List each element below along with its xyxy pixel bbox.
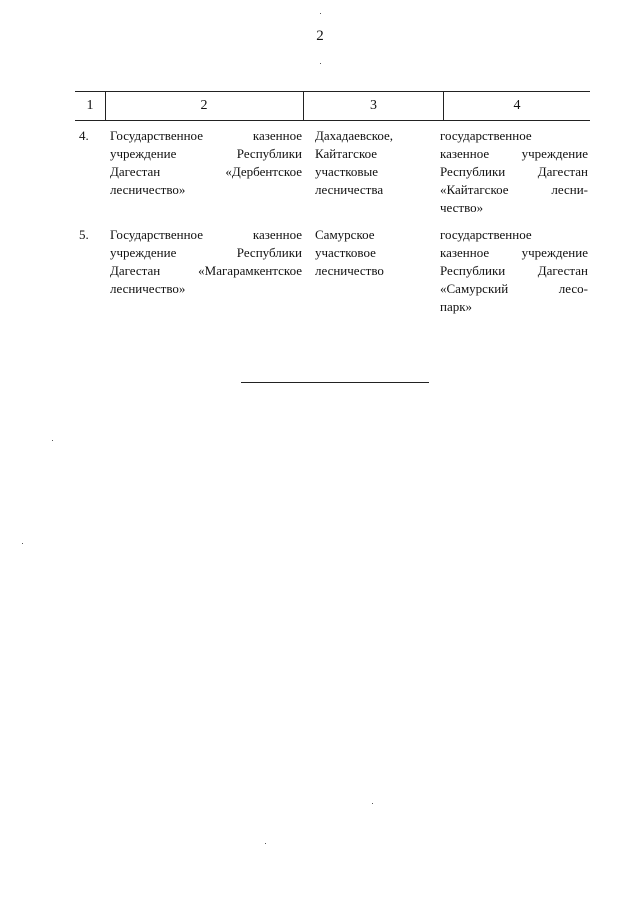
header-col-1: 1: [86, 98, 94, 113]
header-col-4: 4: [513, 98, 521, 113]
scan-speck: [320, 13, 321, 14]
row-organization: Государственное казенное учреждение Республики Дагестан «Магарамкентское лесничество»: [110, 227, 302, 296]
header-col-2: 2: [200, 98, 208, 113]
row-number: 5.: [79, 227, 89, 242]
row-districts: Самурское участковое лесничество: [315, 227, 384, 278]
closing-rule: [241, 382, 429, 383]
scan-speck: [320, 63, 321, 64]
scan-speck: [372, 803, 373, 804]
row-receiving-organization: государственное казенное учреждение Республики Дагестан «Кайтагское лесни- чество»: [440, 128, 588, 215]
page-number: 2: [316, 28, 324, 44]
scan-speck: [52, 440, 53, 441]
row-districts: Дахадаевское, Кайтагское участковые лесничества: [315, 128, 394, 197]
table-header-row: [75, 91, 590, 121]
row-organization: Государственное казенное учреждение Республики Дагестан «Дербентское лесничество»: [110, 128, 302, 197]
scan-speck: [265, 843, 266, 844]
scan-speck: [22, 543, 23, 544]
header-col-3: 3: [370, 98, 377, 113]
row-number: 4.: [79, 128, 89, 143]
row-receiving-organization: государственное казенное учреждение Республики Дагестан «Самурский лесо- парк»: [440, 227, 588, 314]
